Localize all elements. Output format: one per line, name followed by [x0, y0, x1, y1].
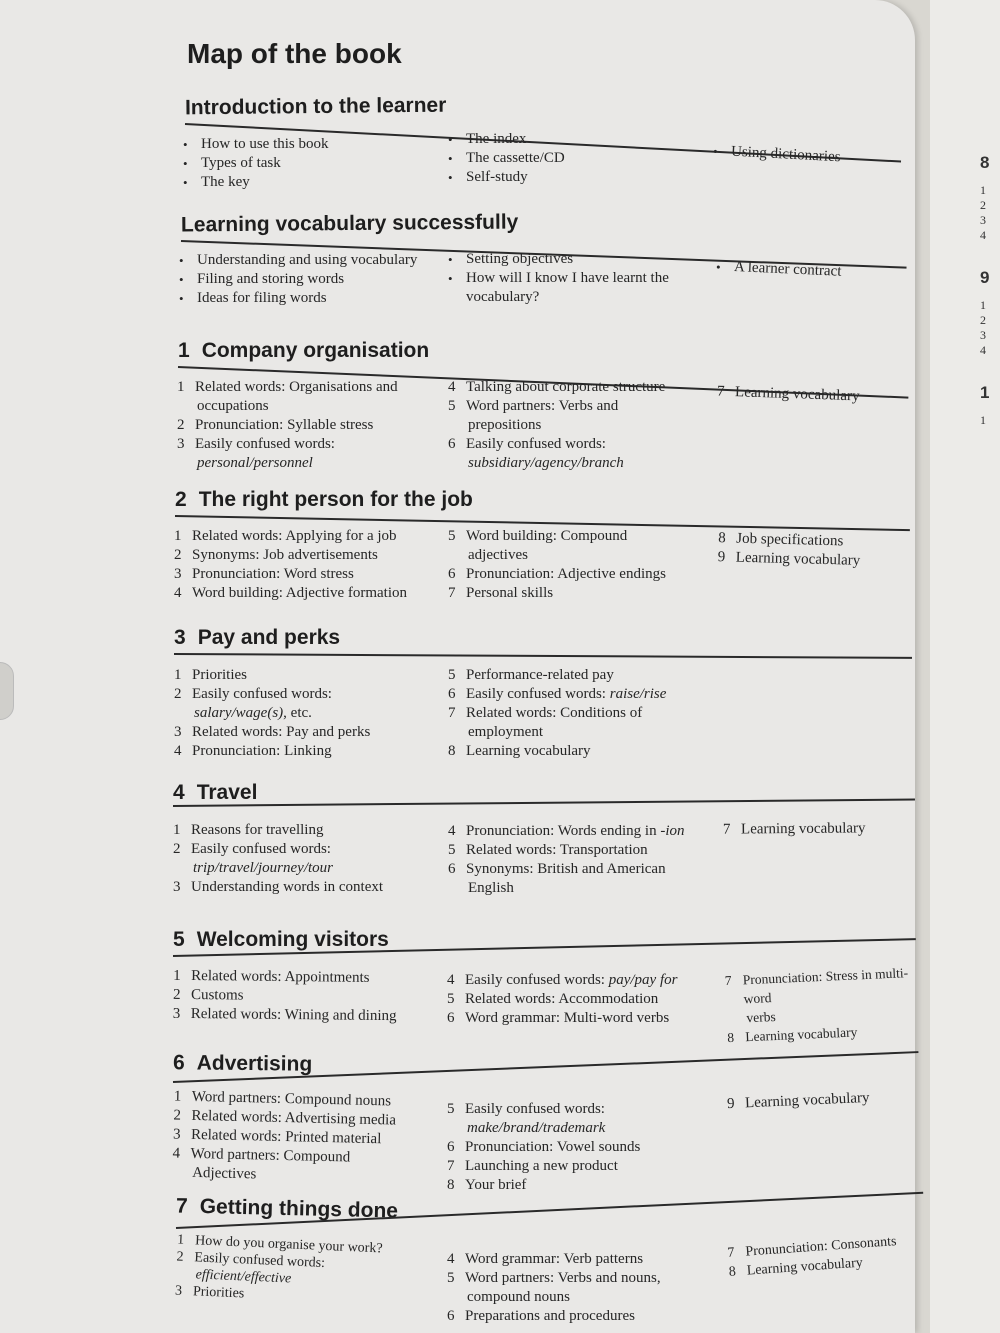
- list-item: 7 Pronunciation: Stress in multi-word verbs: [724, 965, 909, 1026]
- unit-7-col-1: [175, 1232, 383, 1309]
- list-item: 7 Learning vocabulary: [722, 820, 866, 838]
- edge-number: 9: [980, 268, 990, 287]
- unit-4-col-1: [173, 821, 383, 897]
- list-item: 4 Pronunciation: Linking: [174, 743, 332, 759]
- unit-1-col-2: [448, 378, 665, 473]
- list-item: 2 Easily confused words: efficient/effective: [176, 1249, 326, 1287]
- unit-heading-4: 4 Travel: [173, 781, 258, 804]
- edge-number: 1: [980, 183, 986, 197]
- edge-number: 3: [980, 213, 986, 227]
- next-page-edge: [930, 0, 1000, 1333]
- list-item: 1 Related words: Organisations and occupations: [177, 379, 398, 414]
- list-item: 6 Easily confused words: subsidiary/agency/branch: [448, 436, 624, 471]
- vocab-col-2: [448, 250, 669, 307]
- list-item: • Understanding and using vocabulary: [179, 252, 418, 268]
- edge-number: 2: [980, 198, 986, 212]
- unit-heading-6: 6 Advertising: [172, 1051, 313, 1076]
- unit-heading-3: 3 Pay and perks: [174, 626, 341, 649]
- edge-number: 1: [980, 413, 986, 427]
- list-item: 8 Learning vocabulary: [448, 743, 591, 759]
- list-item: • Ideas for filing words: [179, 290, 327, 306]
- edge-number: 3: [980, 328, 986, 342]
- list-item: • Types of task: [183, 155, 281, 171]
- unit-7-col-2: [447, 1250, 661, 1326]
- list-item: 8 Your brief: [447, 1177, 527, 1193]
- edge-number: 4: [980, 343, 986, 357]
- list-item: 8 Job specifications: [718, 530, 844, 550]
- unit-5-col-2: [447, 971, 677, 1028]
- list-item: 3 Related words: Pay and perks: [174, 724, 371, 740]
- list-item: 1 Reasons for travelling: [173, 822, 324, 838]
- unit-2-col-2: [448, 527, 666, 603]
- list-item: 2 Easily confused words: salary/wage(s), etc.: [174, 686, 332, 721]
- edge-number: 2: [980, 313, 986, 327]
- list-item: 7 Launching a new product: [447, 1158, 618, 1174]
- list-item: 7 Related words: Conditions of employment: [448, 705, 643, 740]
- list-item: 1 How do you organise your work?: [176, 1232, 383, 1257]
- list-item: 6 Pronunciation: Adjective endings: [448, 566, 666, 582]
- unit-2-col-1: [174, 527, 407, 603]
- section-rule: [173, 799, 915, 807]
- edge-number: 4: [980, 228, 986, 242]
- intro-col-3: [713, 142, 841, 168]
- list-item: • Using dictionaries: [712, 143, 841, 166]
- list-item: 1 Related words: Appointments: [173, 967, 370, 986]
- section-heading-vocab: Learning vocabulary successfully: [180, 210, 519, 237]
- intro-col-1: [183, 135, 329, 192]
- list-item: 7 Learning vocabulary: [716, 383, 860, 405]
- list-item: 7 Personal skills: [448, 585, 554, 601]
- unit-3-col-2: [448, 666, 666, 761]
- list-item: 2 Easily confused words: trip/travel/journey/tour: [173, 841, 333, 876]
- list-item: • The cassette/CD: [448, 150, 565, 166]
- list-item: 5 Easily confused words: make/brand/trademark: [447, 1101, 606, 1136]
- list-item: 6 Synonyms: British and American English: [448, 861, 666, 896]
- list-item: 2 Synonyms: Job advertisements: [174, 547, 378, 563]
- list-item: 5 Performance-related pay: [448, 667, 614, 683]
- unit-6-col-3: [727, 1089, 870, 1114]
- list-item: • How to use this book: [183, 136, 329, 152]
- list-item: • How will I know I have learnt the: [448, 270, 669, 286]
- list-item: 3 Pronunciation: Word stress: [174, 566, 354, 582]
- intro-col-2: [448, 130, 565, 187]
- edge-number: 8: [980, 153, 990, 172]
- section-rule: [174, 653, 912, 659]
- list-item: • Setting objectives: [448, 251, 574, 267]
- list-item: 2 Customs: [172, 986, 244, 1004]
- list-item: 6 Word grammar: Multi-word verbs: [447, 1010, 670, 1026]
- list-item: 1 Related words: Applying for a job: [174, 528, 397, 544]
- list-item: 3 Priorities: [174, 1283, 245, 1302]
- list-item: 3 Understanding words in context: [173, 879, 384, 895]
- list-item: 4 Word partners: Compound Adjectives: [172, 1145, 351, 1183]
- vocab-col-3: [716, 257, 842, 281]
- binding-notch: [0, 662, 14, 720]
- unit-6-col-1: [172, 1087, 397, 1187]
- list-item: • A learner contract: [715, 259, 842, 280]
- unit-4-col-2: [448, 822, 685, 898]
- list-item: 5 Word partners: Verbs and nouns, compound nouns: [447, 1270, 661, 1305]
- list-item: 4 Word grammar: Verb patterns: [447, 1251, 644, 1267]
- list-item: 5 Word building: Compound adjectives: [448, 528, 628, 563]
- list-item: 1 Priorities: [174, 667, 247, 683]
- edge-number: 1: [980, 383, 990, 402]
- list-item: 5 Word partners: Verbs and prepositions: [448, 398, 619, 433]
- list-item: vocabulary?: [466, 289, 540, 305]
- list-item: 2 Related words: Advertising media: [173, 1107, 397, 1129]
- section-heading-intro: Introduction to the learner: [184, 93, 447, 120]
- list-item: 4 Pronunciation: Words ending in -ion: [448, 823, 685, 839]
- unit-heading-2: 2 The right person for the job: [175, 488, 473, 511]
- list-item: • Self-study: [448, 169, 528, 185]
- list-item: 1 Word partners: Compound nouns: [173, 1088, 392, 1110]
- list-item: 3 Related words: Wining and dining: [172, 1005, 397, 1025]
- list-item: 5 Related words: Transportation: [448, 842, 648, 858]
- vocab-col-1: [179, 251, 417, 308]
- edge-number: 1: [980, 298, 986, 312]
- list-item: 9 Learning vocabulary: [726, 1089, 870, 1113]
- unit-4-col-3: [723, 819, 866, 839]
- list-item: 4 Word building: Adjective formation: [174, 585, 408, 601]
- list-item: • Filing and storing words: [179, 271, 345, 287]
- list-item: • The index: [448, 131, 527, 147]
- list-item: 4 Talking about corporate structure: [448, 379, 666, 395]
- list-item: 8 Learning vocabulary: [727, 1024, 858, 1046]
- unit-2-col-3: [718, 529, 861, 571]
- list-item: 8 Learning vocabulary: [728, 1255, 864, 1280]
- list-item: • The key: [183, 174, 250, 190]
- page-title: Map of the book: [187, 38, 402, 69]
- list-item: 2 Pronunciation: Syllable stress: [177, 417, 374, 433]
- unit-5-col-1: [173, 967, 397, 1026]
- list-item: 4 Easily confused words: pay/pay for: [447, 972, 678, 988]
- unit-1-col-1: [177, 378, 398, 473]
- list-item: 5 Related words: Accommodation: [447, 991, 659, 1007]
- unit-heading-1: 1 Company organisation: [178, 339, 430, 362]
- list-item: 3 Related words: Printed material: [172, 1126, 382, 1148]
- unit-6-col-2: [447, 1100, 640, 1195]
- unit-heading-7: 7 Getting things done: [175, 1194, 399, 1223]
- list-item: 7 Pronunciation: Consonants: [727, 1234, 897, 1261]
- list-item: 6 Easily confused words: raise/rise: [448, 686, 667, 702]
- list-item: 3 Easily confused words: personal/personnel: [177, 436, 335, 471]
- list-item: 6 Preparations and procedures: [447, 1308, 635, 1324]
- unit-3-col-1: [174, 666, 370, 761]
- unit-7-col-3: [727, 1232, 899, 1282]
- unit-heading-5: 5 Welcoming visitors: [173, 928, 389, 951]
- list-item: 6 Pronunciation: Vowel sounds: [447, 1139, 641, 1155]
- unit-5-col-3: [724, 963, 916, 1047]
- list-item: 9 Learning vocabulary: [717, 549, 861, 569]
- unit-1-col-3: [717, 383, 860, 407]
